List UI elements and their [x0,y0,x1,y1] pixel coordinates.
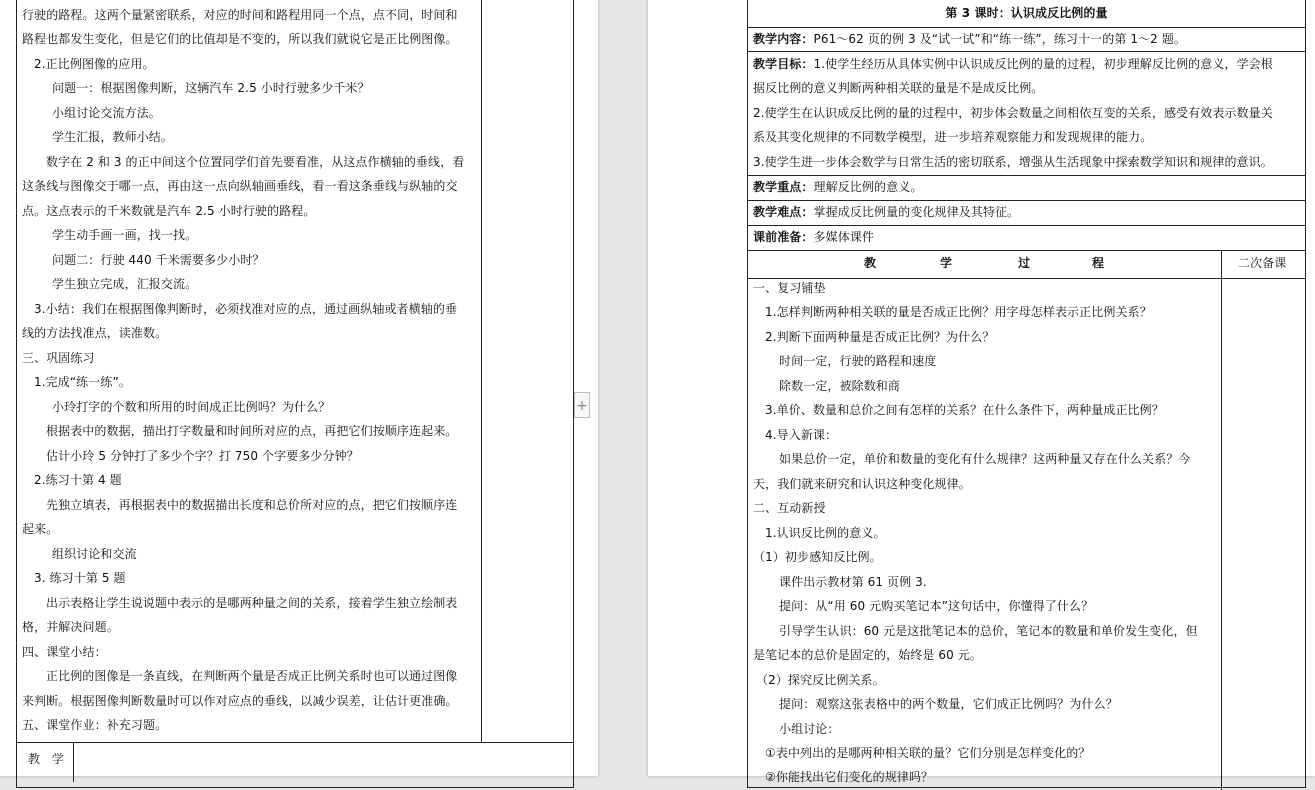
table-row-divider [747,278,1306,279]
process-text-line: 时间一定，行驶的路程和速度 [779,354,937,368]
process-header-char: 学 [940,256,953,270]
table-cell-label: 教 学 [28,752,68,766]
table-row-divider [747,175,1306,176]
process-text-line: 3.小结：我们在根据图像判断时，必须找准对应的点，通过画纵轴或者横轴的垂 [34,302,458,316]
table-column-divider [1221,250,1222,790]
teaching-key-text: 理解反比例的意义。 [813,180,923,194]
process-text-line: （2）探究反比例关系。 [756,673,885,687]
process-text-line: 小玲打字的个数和所用的时间成正比例吗？为什么？ [52,400,331,414]
process-text-line: 格，并解决问题。 [22,620,119,634]
teaching-goals-line: 系及其变化规律的不同数学模型，进一步培养观察能力和发现规律的能力。 [753,130,1153,144]
teaching-goals-line: 2.使学生在认识成反比例的量的过程中，初步体会数量之间相依互变的关系，感受有效表示数量关 [753,106,1273,120]
process-text-line: 小组讨论： [779,722,840,736]
teaching-difficulty-text: 掌握成反比例量的变化规律及其特征。 [813,205,1020,219]
teaching-goals-line: 据反比例的意义判断两种相关联的量是不是成反比例。 [753,81,1044,95]
process-text-line: 1.怎样判断两种相关联的量是否成正比例？用字母怎样表示正比例关系？ [765,305,1152,319]
process-text-line: 正比例的图像是一条直线，在判断两个量是否成正比例关系时也可以通过图像 [46,669,458,683]
process-text-line: 2.判断下面两种量是否成正比例？为什么？ [765,330,995,344]
process-text-line: 路程也都发生变化，但是它们的比值却是不变的，所以我们就说它是正比例图像。 [22,32,458,46]
teaching-goals-line: 3.使学生进一步体会数学与日常生活的密切联系，增强从生活现象中探索数学知识和规律的意识。 [753,155,1273,169]
process-text-line: 提问：从“用 60 元购买笔记本”这句话中，你懂得了什么？ [779,599,1094,613]
teaching-goals-label: 教学目标： [753,57,814,71]
process-text-line: 问题一：根据图像判断，这辆汽车 2.5 小时行驶多少千米？ [52,81,370,95]
process-text-line: 一、复习铺垫 [753,281,826,295]
process-text-line: 出示表格让学生说说题中表示的是哪两种量之间的关系，接着学生独立绘制表 [46,596,458,610]
process-text-line: 课件出示教材第 61 页例 3. [779,575,927,589]
lesson-title: 第 3 课时：认识成反比例的量 [945,6,1108,20]
process-text-line: 引导学生认识：60 元是这批笔记本的总价，笔记本的数量和单价发生变化，但 [779,624,1198,638]
preparation-label: 课前准备： [753,230,814,244]
process-text-line: 1.完成“练一练”。 [34,375,131,389]
process-text-line: ②你能找出它们变化的规律吗？ [765,770,934,784]
process-text-line: 四、课堂小结： [22,645,107,659]
process-text-line: 3.单价、数量和总价之间有怎样的关系？在什么条件下，两种量成正比例？ [765,403,1164,417]
process-text-line: 学生独立完成，汇报交流。 [52,277,198,291]
teaching-goals-line: 1.使学生经历从具体实例中认识成反比例的量的过程，初步理解反比例的意义，学会根 [813,57,1273,71]
process-text-line: 1.认识反比例的意义。 [765,526,886,540]
process-text-line: 线的方法找准点，读准数。 [22,326,168,340]
teaching-goals-row [753,57,1273,71]
process-header-char: 过 [1018,256,1031,270]
table-row-divider [747,225,1306,226]
process-header-char: 程 [1092,256,1105,270]
document-page-left [0,0,598,776]
process-text-line: 3. 练习十第 5 题 [34,571,126,585]
process-text-line: 组织讨论和交流 [52,547,137,561]
process-header-char: 教 [864,256,877,270]
table-row-divider [747,200,1306,201]
process-text-line: 根据表中的数据，描出打字数量和时间所对应的点，再把它们按顺序连起来。 [46,424,458,438]
process-text-line: （1）初步感知反比例。 [753,550,882,564]
process-text-line: 2.正比例图像的应用。 [34,57,155,71]
process-text-line: 如果总价一定，单价和数量的变化有什么规律？这两种量又存在什么关系？今 [779,452,1191,466]
preparation-text: 多媒体课件 [813,230,875,244]
teaching-key-label: 教学重点： [753,180,814,194]
teaching-key-row [753,180,922,194]
process-text-line: 数字在 2 和 3 的正中间这个位置同学们首先要看准，从这点作横轴的垂线，看 [46,155,465,169]
process-text-line: 学生动手画一画，找一找。 [52,228,198,242]
teaching-content-label: 教学内容： [753,32,814,46]
process-text-line: 学生汇报，教师小结。 [52,130,174,144]
process-text-line: 起来。 [22,522,59,536]
process-text-line: 提问：观察这张表格中的两个数量，它们成正比例吗？为什么？ [779,697,1118,711]
process-text-line: 这条线与图像交于哪一点，再由这一点向纵轴画垂线，看一看这条垂线与纵轴的交 [22,179,458,193]
secondary-prep-header: 二次备课 [1238,256,1287,270]
process-text-line: 三、巩固练习 [22,351,95,365]
teaching-content-text: P61～62 页的例 3 及“试一试”和“练一练”，练习十一的第 1～2 题。 [813,32,1187,46]
process-text-line: 估计小玲 5 分钟打了多少个字？打 750 个字要多少分钟？ [46,449,359,463]
table-row-divider [747,250,1306,251]
table-column-divider [73,742,74,782]
process-text-line: 是笔记本的总价是固定的，始终是 60 元。 [753,648,982,662]
process-text-line: 2.练习十第 4 题 [34,473,122,487]
process-text-line: 4.导入新课： [765,428,838,442]
process-text-line: 天，我们就来研究和认识这种变化规律。 [753,477,971,491]
process-text-line: 五、课堂作业：补充习题。 [22,718,168,732]
table-column-divider [481,0,482,743]
preparation-row [753,230,874,244]
document-page-right [648,0,1315,784]
process-text-line: 除数一定，被除数和商 [779,379,901,393]
process-text-line: 二、互动新授 [753,501,826,515]
process-text-line: 问题二：行驶 440 千米需要多少小时？ [52,253,265,267]
table-row-divider [16,742,574,743]
process-text-line: 小组讨论交流方法。 [52,106,161,120]
teaching-difficulty-row [753,205,1019,219]
add-page-break-button[interactable]: + [574,392,590,418]
process-text-line: 先独立填表，再根据表中的数据描出长度和总价所对应的点，把它们按顺序连 [46,498,458,512]
teaching-content-row [753,32,1186,46]
table-row-divider [747,27,1306,28]
teaching-difficulty-label: 教学难点： [753,205,814,219]
process-text-line: ①表中列出的是哪两种相关联的量？它们分别是怎样变化的？ [765,746,1091,760]
process-text-line: 来判断。根据图像判断数量时可以作对应点的垂线，以减少误差，让估计更准确。 [22,694,458,708]
process-text-line: 点。这点表示的千米数就是汽车 2.5 小时行驶的路程。 [22,204,316,218]
process-text-line: 行驶的路程。这两个量紧密联系，对应的时间和路程用同一个点，点不同，时间和 [22,8,458,22]
table-row-divider [747,51,1306,52]
